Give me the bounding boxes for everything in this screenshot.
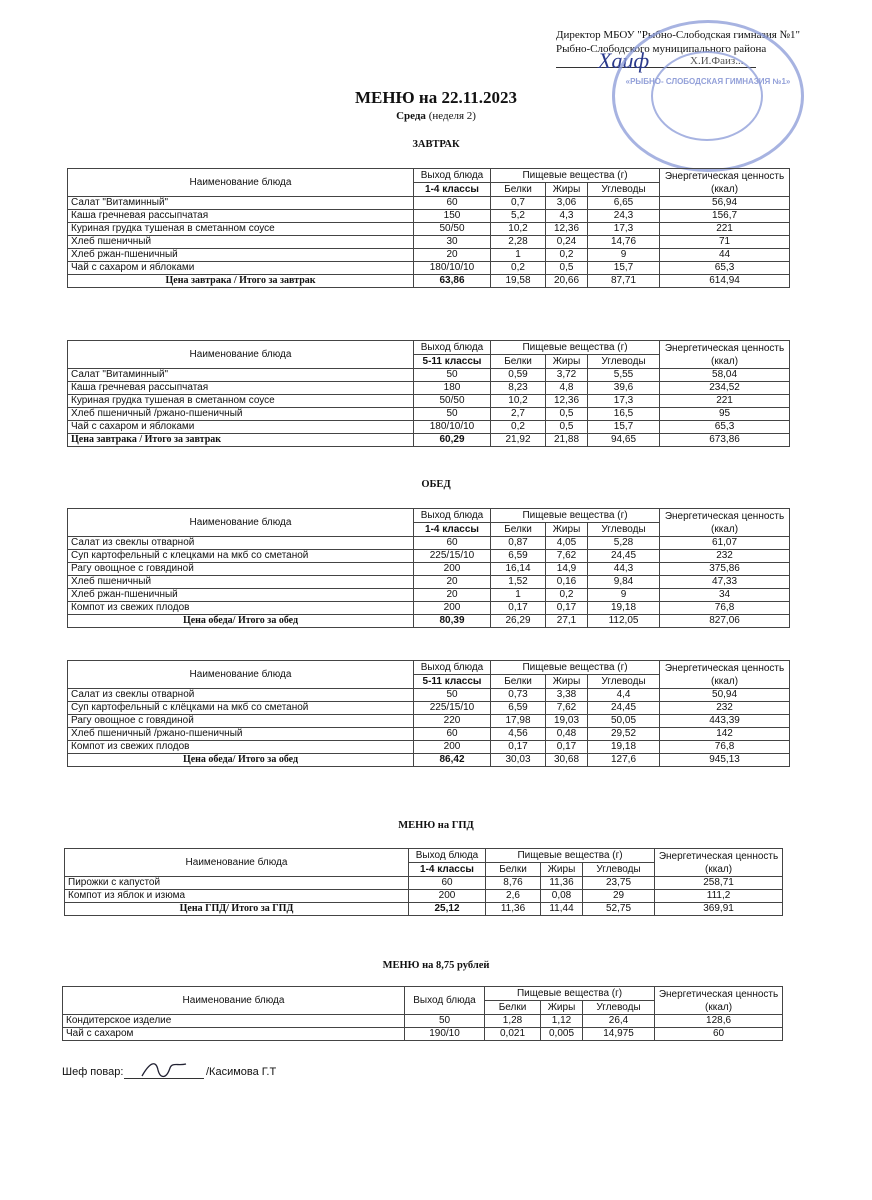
col-output-header: Выход блюда — [414, 509, 491, 523]
table-row: Хлеб пшеничный /ржано-пшеничный 60 4,56 0,48 29,52 142 — [68, 728, 790, 741]
col-energy-header: Энергетическая ценность (ккал) — [655, 849, 783, 877]
table-row: Компот из свежих плодов 200 0,17 0,17 19,18 76,8 — [68, 602, 790, 615]
chef-label: Шеф повар: — [62, 1066, 124, 1078]
table-row: Компот из свежих плодов 200 0,17 0,17 19,18 76,8 — [68, 741, 790, 754]
table-row: Компот из яблок и изюма 200 2,6 0,08 29 111,2 — [65, 890, 783, 903]
table-row: Хлеб пшеничный 20 1,52 0,16 9,84 47,33 — [68, 576, 790, 589]
col-output-header: Выход блюда — [405, 987, 485, 1015]
col-fats-header: Жиры — [541, 863, 583, 877]
col-name-header: Наименование блюда — [65, 849, 409, 877]
total-row: Цена завтрака / Итого за завтрак 63,86 19,58 20,66 87,71 614,94 — [68, 275, 790, 288]
table-row: Хлеб ржан-пшеничный 20 1 0,2 9 44 — [68, 249, 790, 262]
class-group: 1-4 классы — [409, 863, 486, 877]
director-line-2: Рыбно-Слободского муниципального района — [556, 43, 767, 55]
col-name-header: Наименование блюда — [68, 341, 414, 369]
table-row: Рагу овощное с говядиной 220 17,98 19,03 50,05 443,39 — [68, 715, 790, 728]
director-name: Х.И.Фаиз... — [690, 55, 744, 67]
lunch-511-table — [67, 660, 790, 767]
chef-signature — [140, 1058, 188, 1082]
col-proteins-header: Белки — [491, 675, 546, 689]
table-row: Хлеб пшеничный /ржано-пшеничный 50 2,7 0,5 16,5 95 — [68, 408, 790, 421]
col-energy-header: Энергетическая ценность (ккал) — [660, 341, 790, 369]
total-row: Цена завтрака / Итого за завтрак 60,29 21,92 21,88 94,65 673,86 — [68, 434, 790, 447]
col-carbs-header: Углеводы — [588, 675, 660, 689]
col-fats-header: Жиры — [546, 355, 588, 369]
col-fats-header: Жиры — [546, 675, 588, 689]
table-row: Куриная грудка тушеная в сметанном соусе 50/50 10,2 12,36 17,3 221 — [68, 223, 790, 236]
col-proteins-header: Белки — [486, 863, 541, 877]
col-nutrients-header: Пищевые вещества (г) — [491, 661, 660, 675]
table-row: Салат "Витаминный" 50 0,59 3,72 5,55 58,04 — [68, 369, 790, 382]
rub-table — [62, 986, 783, 1041]
table-row: Чай с сахаром 190/10 0,021 0,005 14,975 60 — [63, 1028, 783, 1041]
lunch-14-table — [67, 508, 790, 628]
col-nutrients-header: Пищевые вещества (г) — [491, 341, 660, 355]
col-nutrients-header: Пищевые вещества (г) — [486, 849, 655, 863]
class-group: 1-4 классы — [414, 183, 491, 197]
weekday: Среда — [396, 110, 426, 122]
table-row: Салат "Витаминный" 60 0,7 3,06 6,65 56,94 — [68, 197, 790, 210]
table-row: Суп картофельный с клёцками на мкб со сметаной 225/15/10 6,59 7,62 24,45 232 — [68, 702, 790, 715]
col-carbs-header: Углеводы — [583, 1001, 655, 1015]
table-row: Хлеб ржан-пшеничный 20 1 0,2 9 34 — [68, 589, 790, 602]
table-row: Хлеб пшеничный 30 2,28 0,24 14,76 71 — [68, 236, 790, 249]
col-fats-header: Жиры — [546, 183, 588, 197]
table-row: Каша гречневая рассыпчатая 150 5,2 4,3 24,3 156,7 — [68, 210, 790, 223]
col-output-header: Выход блюда — [414, 169, 491, 183]
week-number: (неделя 2) — [425, 110, 476, 122]
table-row: Куриная грудка тушеная в сметанном соусе 50/50 10,2 12,36 17,3 221 — [68, 395, 790, 408]
class-group: 1-4 классы — [414, 523, 491, 537]
table-row: Салат из свеклы отварной 50 0,73 3,38 4,4 50,94 — [68, 689, 790, 702]
total-row: Цена обеда/ Итого за обед 80,39 26,29 27,1 112,05 827,06 — [68, 615, 790, 628]
class-group: 5-11 классы — [414, 675, 491, 689]
class-group: 5-11 классы — [414, 355, 491, 369]
col-carbs-header: Углеводы — [588, 183, 660, 197]
col-nutrients-header: Пищевые вещества (г) — [491, 169, 660, 183]
stamp-text: «РЫБНО- СЛОБОДСКАЯ ГИМНАЗИЯ №1» — [625, 77, 791, 86]
col-proteins-header: Белки — [491, 183, 546, 197]
total-row: Цена обеда/ Итого за обед 86,42 30,03 30,68 127,6 945,13 — [68, 754, 790, 767]
chef-name: /Касимова Г.Т — [206, 1066, 277, 1078]
col-output-header: Выход блюда — [414, 341, 491, 355]
gpd-table — [64, 848, 783, 916]
breakfast-14-table — [67, 168, 790, 288]
col-proteins-header: Белки — [485, 1001, 541, 1015]
col-name-header: Наименование блюда — [68, 661, 414, 689]
col-energy-header: Энергетическая ценность (ккал) — [655, 987, 783, 1015]
col-energy-header: Энергетическая ценность (ккал) — [660, 509, 790, 537]
table-row: Каша гречневая рассыпчатая 180 8,23 4,8 39,6 234,52 — [68, 382, 790, 395]
table-row: Салат из свеклы отварной 60 0,87 4,05 5,28 61,07 — [68, 537, 790, 550]
section-gpd: МЕНЮ на ГПД — [398, 820, 474, 831]
section-breakfast: ЗАВТРАК — [412, 139, 460, 150]
table-row: Суп картофельный с клецками на мкб со сметаной 225/15/10 6,59 7,62 24,45 232 — [68, 550, 790, 563]
breakfast-511-table — [67, 340, 790, 447]
section-lunch: ОБЕД — [421, 479, 451, 490]
table-row: Чай с сахаром и яблоками 180/10/10 0,2 0,5 15,7 65,3 — [68, 262, 790, 275]
col-nutrients-header: Пищевые вещества (г) — [485, 987, 655, 1001]
table-row: Пирожки с капустой 60 8,76 11,36 23,75 258,71 — [65, 877, 783, 890]
col-name-header: Наименование блюда — [63, 987, 405, 1015]
col-output-header: Выход блюда — [414, 661, 491, 675]
col-energy-header: Энергетическая ценность (ккал) — [660, 169, 790, 197]
col-fats-header: Жиры — [541, 1001, 583, 1015]
col-nutrients-header: Пищевые вещества (г) — [491, 509, 660, 523]
col-carbs-header: Углеводы — [588, 355, 660, 369]
director-line-1: Директор МБОУ "Рыбно-Слободская гимназия №1" — [556, 29, 801, 41]
table-row: Кондитерское изделие 50 1,28 1,12 26,4 128,6 — [63, 1015, 783, 1028]
total-row: Цена ГПД/ Итого за ГПД 25,12 11,36 11,44 52,75 369,91 — [65, 903, 783, 916]
col-energy-header: Энергетическая ценность (ккал) — [660, 661, 790, 689]
section-rub: МЕНЮ на 8,75 рублей — [382, 960, 490, 971]
table-row: Чай с сахаром и яблоками 180/10/10 0,2 0,5 15,7 65,3 — [68, 421, 790, 434]
col-carbs-header: Углеводы — [588, 523, 660, 537]
col-name-header: Наименование блюда — [68, 169, 414, 197]
page-subtitle — [0, 110, 872, 122]
table-row: Рагу овощное с говядиной 200 16,14 14,9 44,3 375,86 — [68, 563, 790, 576]
col-output-header: Выход блюда — [409, 849, 486, 863]
col-carbs-header: Углеводы — [583, 863, 655, 877]
col-proteins-header: Белки — [491, 355, 546, 369]
director-signature: Хаиф — [598, 48, 650, 73]
col-proteins-header: Белки — [491, 523, 546, 537]
page-title: МЕНЮ на 22.11.2023 — [354, 88, 518, 107]
col-fats-header: Жиры — [546, 523, 588, 537]
col-name-header: Наименование блюда — [68, 509, 414, 537]
